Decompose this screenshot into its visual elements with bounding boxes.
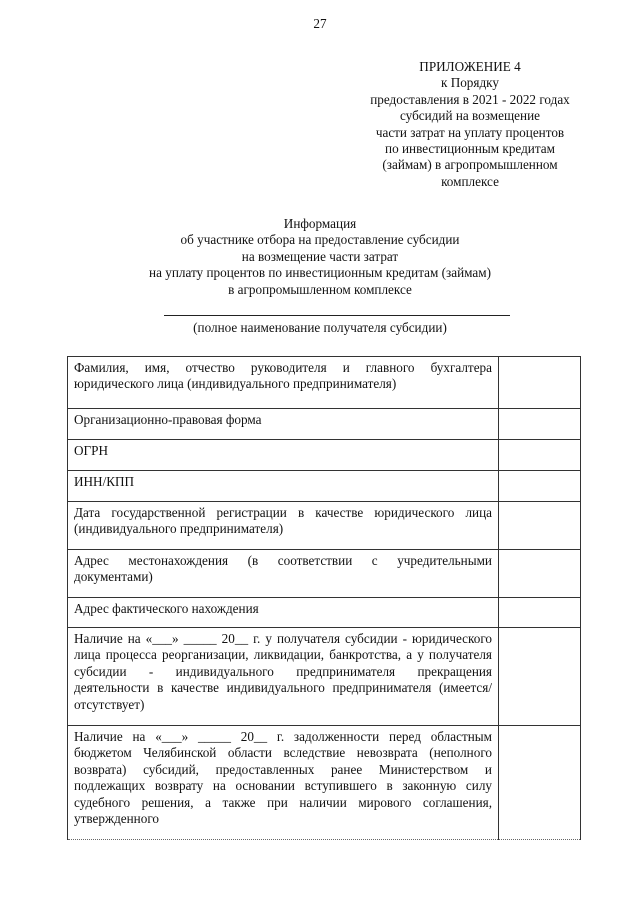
row-label: Дата государственной регистрации в качестве юридического лица (индивидуального предпринимателя) — [74, 505, 492, 537]
info-table — [67, 356, 581, 840]
table-row — [68, 471, 581, 502]
table-row — [68, 628, 581, 726]
table-row — [68, 440, 581, 471]
table-row — [68, 409, 581, 440]
row-label: Адрес фактического нахождения — [74, 601, 259, 616]
table-row — [68, 726, 581, 840]
appendix-line: по инвестиционным кредитам — [385, 141, 555, 157]
appendix-line: части затрат на уплату процентов — [375, 124, 565, 140]
row-value — [499, 628, 581, 726]
row-value — [499, 598, 581, 628]
row-value — [499, 726, 581, 840]
row-value — [499, 440, 581, 471]
appendix-line: комплексе — [441, 173, 499, 189]
table-row — [68, 502, 581, 550]
info-title-line: Информация — [283, 216, 357, 231]
row-label: Адрес местонахождения (в соответствии с учредительными документами) — [74, 553, 492, 585]
row-label: Организационно-правовая форма — [74, 412, 262, 427]
row-value — [499, 502, 581, 550]
recipient-name-line — [164, 315, 510, 316]
info-title-line: в агропромышленном комплексе — [228, 281, 412, 297]
row-value — [499, 471, 581, 502]
row-value — [499, 409, 581, 440]
appendix-line: ПРИЛОЖЕНИЕ 4 — [419, 59, 521, 74]
page-number: 27 — [313, 16, 327, 31]
row-label: ИНН/КПП — [74, 474, 135, 489]
table-row — [68, 357, 581, 409]
info-title-line: об участнике отбора на предоставление субсидии — [180, 232, 460, 248]
row-value — [499, 357, 581, 409]
table-row — [68, 598, 581, 628]
info-title-line: на уплату процентов по инвестиционным кредитам (займам) — [149, 265, 491, 281]
row-label: Наличие на «___» _____ 20__ г. задолженности перед областным бюджетом Челябинской области вследствие невозврата (неполного возврата) субсидий, предоставленных ранее Министерством и подлежащих возврату на основании вступившего в законную силу судебного решения, а также при наличии мирового соглашения, утвержденного — [74, 729, 492, 827]
row-label: Наличие на «___» _____ 20__ г. у получателя субсидии - юридического лица процесса реорганизации, ликвидации, банкротства, а у получателя субсидии - индивидуального предпринимателя прекращения деятельности в качестве индивидуального предпринимателя (имеется/отсутствует) — [74, 631, 492, 712]
table-row — [68, 550, 581, 598]
appendix-line: (займам) в агропромышленном — [382, 157, 558, 173]
row-value — [499, 550, 581, 598]
info-title-line: на возмещение части затрат — [241, 248, 399, 264]
appendix-line: предоставления в 2021 - 2022 годах — [370, 91, 570, 107]
appendix-line: к Порядку — [440, 75, 499, 91]
row-label: ОГРН — [74, 443, 109, 458]
info-title — [60, 216, 580, 298]
appendix-header — [340, 59, 600, 190]
row-label: Фамилия, имя, отчество руководителя и главного бухгалтера юридического лица (индивидуального предпринимателя) — [74, 360, 492, 392]
recipient-caption: (полное наименование получателя субсидии) — [193, 320, 447, 335]
appendix-line: субсидий на возмещение — [400, 108, 540, 124]
